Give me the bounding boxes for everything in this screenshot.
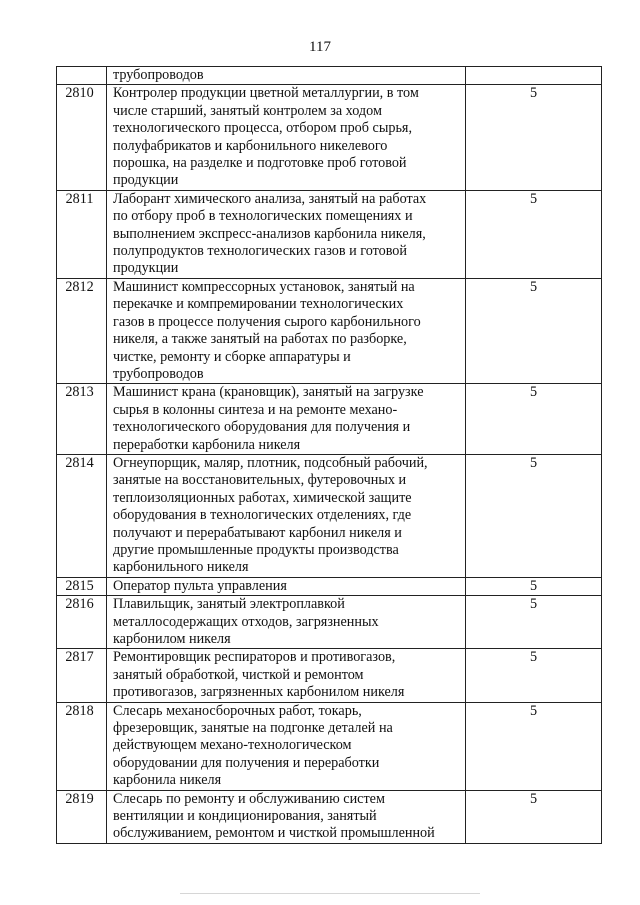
row-number-cell: 2811: [57, 190, 107, 278]
description-line: числе старший, занятый контролем за ходом: [113, 102, 382, 119]
description-line: по отбору проб в технологических помещениях и: [113, 208, 413, 225]
occupation-description-cell: [107, 702, 466, 790]
description-line: Слесарь механосборочных работ, токарь,: [113, 702, 362, 719]
description-line: технологического процесса, отбором проб сырья,: [113, 120, 412, 137]
value-cell: 5: [466, 702, 602, 790]
description-line: трубопроводов: [113, 67, 204, 83]
occupation-description-cell: [107, 596, 466, 649]
table-row: [57, 702, 602, 790]
description-line: переработки карбонила никеля: [113, 436, 301, 453]
description-line: сырья в колонны синтеза и на ремонте механо-: [113, 401, 398, 418]
value-cell: 5: [466, 278, 602, 383]
description-line: Контролер продукции цветной металлургии, в том: [113, 85, 419, 102]
description-line: трубопроводов: [113, 365, 204, 382]
table-row: [57, 649, 602, 702]
row-number-cell: [57, 67, 107, 85]
description-line: получают и перерабатывают карбонил никеля и: [113, 524, 402, 541]
page-number: 117: [309, 39, 331, 55]
occupation-description-cell: [107, 67, 466, 85]
description-line: противогазов, загрязненных карбонилом никеля: [113, 684, 405, 701]
description-line: Машинист крана (крановщик), занятый на загрузке: [113, 384, 424, 401]
description-line: выполнением экспресс-анализов карбонила никеля,: [113, 225, 426, 242]
row-number-cell: 2810: [57, 85, 107, 190]
occupation-description-cell: [107, 278, 466, 383]
row-number-cell: 2813: [57, 384, 107, 455]
table-row: [57, 596, 602, 649]
description-line: обслуживанием, ремонтом и чисткой промышленной: [113, 825, 435, 842]
description-line: Огнеупорщик, маляр, плотник, подсобный рабочий,: [113, 454, 428, 471]
row-number-cell: 2812: [57, 278, 107, 383]
description-line: перекачке и компремировании технологических: [113, 296, 404, 313]
description-line: карбонильного никеля: [113, 559, 249, 576]
occupation-description-cell: [107, 790, 466, 843]
table-row: [57, 278, 602, 383]
value-cell: 5: [466, 190, 602, 278]
value-cell: 5: [466, 649, 602, 702]
description-line: карбонилом никеля: [113, 631, 231, 647]
document-table: [56, 66, 602, 844]
description-line: вентиляции и кондиционирования, занятый: [113, 808, 377, 825]
description-line: другие промышленные продукты производства: [113, 541, 399, 558]
row-number-cell: 2816: [57, 596, 107, 649]
description-line: полупродуктов технологических газов и готовой: [113, 243, 407, 260]
description-line: занятый обработкой, чисткой и ремонтом: [113, 666, 364, 683]
description-line: никеля, а также занятый на работах по разборке,: [113, 331, 407, 348]
description-line: технологического оборудования для получения и: [113, 419, 411, 436]
table-row: [57, 454, 602, 577]
value-cell: 5: [466, 85, 602, 190]
description-line: занятые на восстановительных, футеровочных и: [113, 472, 407, 489]
occupation-description-cell: [107, 577, 466, 595]
description-line: Слесарь по ремонту и обслуживанию систем: [113, 790, 385, 807]
value-cell: 5: [466, 596, 602, 649]
description-line: теплоизоляционных работах, химической защите: [113, 489, 412, 506]
table-row: [57, 384, 602, 455]
row-number-cell: 2818: [57, 702, 107, 790]
description-line: карбонила никеля: [113, 772, 222, 789]
occupation-description-cell: [107, 384, 466, 455]
description-line: порошка, на разделке и подготовке проб готовой: [113, 155, 407, 172]
description-line: полуфабрикатов и карбонильного никелевого: [113, 137, 388, 154]
description-line: продукции: [113, 260, 179, 277]
description-line: Ремонтировщик респираторов и противогазов,: [113, 649, 396, 666]
description-line: продукции: [113, 172, 179, 189]
occupation-description-cell: [107, 85, 466, 190]
description-line: фрезеровщик, занятые на подгонке деталей на: [113, 720, 393, 737]
value-cell: 5: [466, 384, 602, 455]
table-row: [57, 67, 602, 85]
occupation-description-cell: [107, 454, 466, 577]
value-cell: 5: [466, 790, 602, 843]
description-line: Машинист компрессорных установок, занятый на: [113, 278, 415, 295]
row-number-cell: 2819: [57, 790, 107, 843]
value-cell: 5: [466, 454, 602, 577]
row-number-cell: 2814: [57, 454, 107, 577]
description-line: чистке, ремонту и сборке аппаратуры и: [113, 348, 351, 365]
table-row: [57, 85, 602, 190]
table-body: [57, 67, 602, 844]
occupation-description-cell: [107, 649, 466, 702]
description-line: действующем механо-технологическом: [113, 737, 352, 754]
value-cell: 5: [466, 577, 602, 595]
table-row: [57, 190, 602, 278]
row-number-cell: 2817: [57, 649, 107, 702]
description-line: Плавильщик, занятый электроплавкой: [113, 596, 345, 613]
description-line: Оператор пульта управления: [113, 577, 287, 594]
table-row: [57, 790, 602, 843]
scan-edge-mark: [180, 893, 480, 894]
occupation-description-cell: [107, 190, 466, 278]
description-line: газов в процессе получения сырого карбонильного: [113, 313, 421, 330]
description-line: оборудовании для получения и переработки: [113, 754, 380, 771]
description-line: Лаборант химического анализа, занятый на работах: [113, 190, 427, 207]
value-cell: [466, 67, 602, 85]
table-row: [57, 577, 602, 595]
description-line: оборудования в технологических отделениях, где: [113, 507, 412, 524]
row-number-cell: 2815: [57, 577, 107, 595]
description-line: металлосодержащих отходов, загрязненных: [113, 613, 379, 630]
